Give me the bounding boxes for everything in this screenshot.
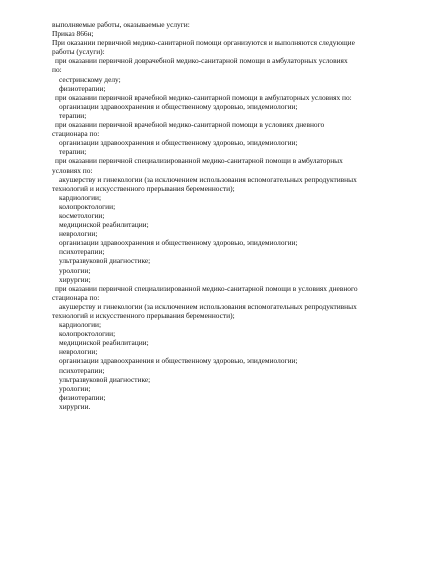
document-line: при оказании первичной специализированной медико-санитарной помощи в амбулаторных: [55, 156, 343, 166]
document-line: урологии;: [59, 383, 91, 393]
document-line: терапии;: [59, 147, 87, 157]
document-line: при оказании первичной специализированной медико-санитарной помощи в условиях дневного: [55, 283, 358, 293]
document-line: по:: [52, 65, 62, 75]
document-line: организации здравоохранения и общественному здоровью, эпидемиологии;: [59, 356, 298, 366]
document-line: стационара по:: [52, 129, 100, 139]
document-line: неврологии;: [59, 229, 98, 239]
document-line: неврологии;: [59, 347, 98, 357]
document-line: Приказ 866н;: [52, 29, 94, 39]
document-line: организации здравоохранения и общественному здоровью, эпидемиологии;: [59, 138, 298, 148]
document-line: ультразвуковой диагностике;: [59, 374, 151, 384]
document-line: акушерству и гинекологии (за исключением использования вспомогательных репродуктивных: [59, 301, 357, 311]
document-line: организации здравоохранения и общественному здоровью, эпидемиологии;: [59, 238, 298, 248]
document-line: выполняемые работы, оказываемые услуги:: [52, 20, 190, 29]
document-line: колопроктологии;: [59, 201, 116, 211]
document-line: сестринскому делу;: [59, 74, 121, 84]
document-line: акушерству и гинекологии (за исключением использования вспомогательных репродуктивных: [59, 174, 357, 184]
document-line: физиотерапии;: [59, 392, 106, 402]
document-line: ультразвуковой диагностике;: [59, 256, 151, 266]
document-line: медицинской реабилитации;: [59, 220, 149, 230]
document-line: при оказании первичной врачебной медико-санитарной помощи в условиях дневного: [55, 120, 325, 130]
document-line: физиотерапии;: [59, 83, 106, 93]
document-line: психотерапии;: [59, 247, 105, 257]
document-line: технологий и искусственного прерывания беременности);: [52, 311, 235, 320]
document-line: урологии;: [59, 265, 91, 275]
document-line: хирургии.: [59, 401, 91, 411]
document-line: работы (услуги):: [52, 47, 105, 57]
document-line: косметологии;: [59, 210, 105, 220]
document-line: При оказании первичной медико-санитарной помощи организуются и выполняются следующие: [52, 38, 355, 48]
document-body-text: [52, 20, 392, 411]
document-line: условиях по:: [52, 165, 93, 175]
document-line: хирургии;: [59, 274, 91, 284]
document-line: стационара по:: [52, 292, 100, 302]
document-line: технологий и искусственного прерывания беременности);: [52, 183, 235, 193]
document-line: медицинской реабилитации;: [59, 338, 149, 348]
document-line: терапии;: [59, 110, 87, 120]
document-line: колопроктологии;: [59, 329, 116, 339]
document-line: кардиологии;: [59, 320, 102, 330]
document-line: при оказании первичной врачебной медико-санитарной помощи в амбулаторных условиях по:: [55, 92, 352, 102]
document-line: при оказании первичной доврачебной медико-санитарной помощи в амбулаторных условиях: [55, 56, 348, 66]
document-line: кардиологии;: [59, 192, 102, 202]
document-line: психотерапии;: [59, 365, 105, 375]
document-line: организации здравоохранения и общественному здоровью, эпидемиологии;: [59, 101, 298, 111]
